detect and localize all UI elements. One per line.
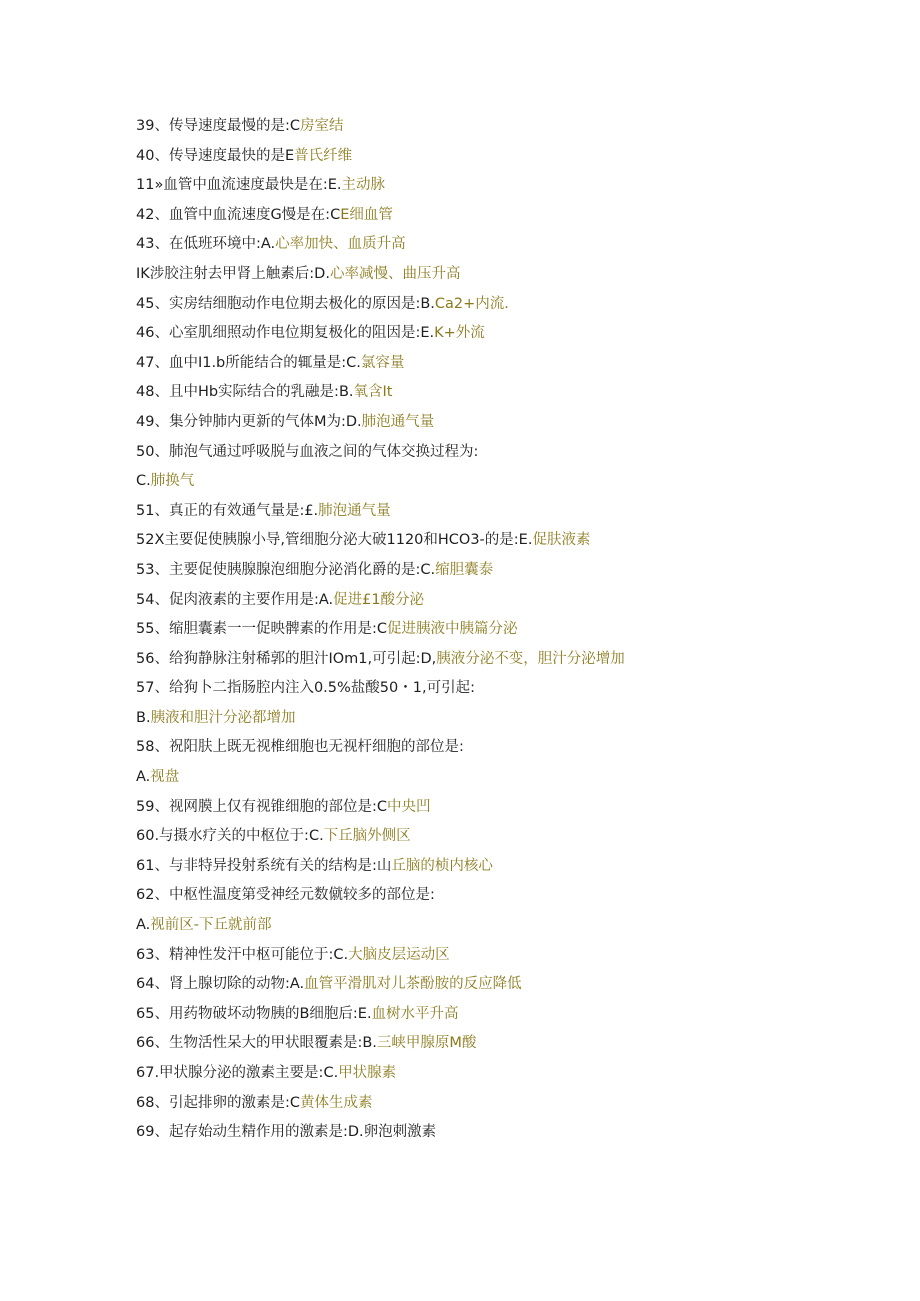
answer-text: 血管平滑肌对儿茶酚胺的反应降低 (304, 976, 522, 993)
list-item (136, 144, 876, 174)
question-text: 68、引起排卵的激素是:C (136, 1094, 300, 1111)
question-text: C. (136, 473, 151, 490)
list-item (136, 883, 876, 913)
list-item (136, 588, 876, 618)
list-item (136, 469, 876, 499)
question-text: 43、在低班环境中:A. (136, 236, 276, 253)
answer-text: 视前区-下丘就前部 (150, 917, 272, 934)
list-item (136, 380, 876, 410)
answer-text: 下丘脑外侧区 (323, 828, 411, 845)
list-item (136, 765, 876, 795)
question-text: 59、视网膜上仅有视锥细胞的部位是:C (136, 798, 387, 815)
question-text: 60.与摄水疗关的中枢位于:C. (136, 828, 324, 845)
list-item (136, 1091, 876, 1121)
list-item (136, 617, 876, 647)
list-item (136, 440, 876, 470)
list-item (136, 972, 876, 1002)
answer-text: K+外流 (434, 325, 485, 342)
question-text: 58、祝阳肤上既无视椎细胞也无视杆细胞的部位是: (136, 739, 464, 756)
list-item (136, 528, 876, 558)
question-text: A. (136, 769, 151, 786)
answer-text: 胰液分泌不变，胆汁分泌增加 (436, 650, 625, 667)
question-text: 56、给狗静脉注射稀郭的胆汁IOm1,可引起:D, (136, 650, 437, 667)
answer-text: 氧含It (353, 384, 393, 401)
answer-text: 促肤液素 (532, 532, 591, 549)
answer-text: E细血管 (340, 206, 393, 223)
list-item (136, 558, 876, 588)
list-item (136, 173, 876, 203)
question-text: 53、主要促使胰腺腺泡细胞分泌消化爵的是:C. (136, 561, 436, 578)
list-item (136, 262, 876, 292)
answer-text: 丘脑的桢内核心 (391, 857, 493, 874)
answer-text: 主动脉 (341, 177, 385, 194)
question-text: IK涉胶注射去甲肾上触素后:D. (136, 265, 330, 282)
question-text: 39、传导速度最慢的是:C (136, 118, 300, 134)
list-item (136, 706, 876, 736)
question-text: 50、肺泡气通过呼吸脱与血液之间的气体交换过程为: (136, 443, 479, 460)
question-text: 52X主要促使胰腺小导,管细胞分泌大破1120和HCO3-的是:E. (136, 532, 533, 549)
list-item (136, 795, 876, 825)
question-text: 66、生物活性呆大的甲状眼覆素是:B. (136, 1035, 377, 1052)
question-text: 55、缩胆囊素一一促映髀素的作用是:C (136, 621, 387, 638)
question-text: 51、真正的有效通气量是:£. (136, 502, 319, 519)
list-item (136, 1061, 876, 1091)
answer-text: 肺泡通气量 (318, 502, 391, 519)
list-item (136, 735, 876, 765)
answer-text: Ca2+内流. (434, 295, 509, 312)
list-item (136, 913, 876, 943)
question-text: 40、传导速度最快的是E (136, 147, 295, 164)
answer-text: 心率加快、血质升高 (275, 236, 406, 253)
answer-text: 视盘 (150, 769, 180, 786)
question-text: B. (136, 709, 151, 726)
list-item (136, 292, 876, 322)
answer-text: 中央凹 (386, 798, 431, 815)
question-text: 11»血管中血流速度最快是在:E. (136, 177, 342, 194)
list-item (136, 943, 876, 973)
question-list (136, 114, 876, 1150)
list-item (136, 410, 876, 440)
question-text: 67.甲状腺分泌的激素主要是:C. (136, 1065, 339, 1081)
answer-text: 甲状腺素 (338, 1065, 397, 1081)
answer-text: 氯容量 (360, 354, 405, 371)
question-text: 64、肾上腺切除的动物:A. (136, 976, 305, 993)
answer-text: 缩胆囊泰 (435, 561, 494, 578)
question-text: 61、与非特异投射系统有关的结构是:山 (136, 857, 392, 874)
question-text: 49、集分钟肺内更新的气体M为:D. (136, 413, 362, 430)
question-text: 69、起存始动生精作用的激素是:D.卵泡刺激素 (136, 1124, 437, 1141)
list-item (136, 1002, 876, 1032)
question-text: 62、中枢性温度第受神经元数僦较多的部位是: (136, 887, 435, 904)
question-text: 57、给狗卜二指肠腔内注入0.5%盐酸50・1,可引起: (136, 680, 475, 697)
question-text: 48、且中Hb实际结合的乳融是:B. (136, 384, 354, 401)
list-item (136, 203, 876, 233)
list-item (136, 824, 876, 854)
list-item (136, 1120, 876, 1150)
answer-text: 三峡甲腺原M酸 (376, 1035, 477, 1052)
answer-text: 肺泡通气量 (361, 413, 435, 430)
list-item (136, 1031, 876, 1061)
question-text: 45、实房结细胞动作电位期去极化的原因是:B. (136, 295, 435, 312)
list-item (136, 232, 876, 262)
list-item (136, 351, 876, 381)
answer-text: 促进胰液中胰篇分泌 (386, 621, 518, 638)
list-item (136, 647, 876, 677)
list-item (136, 676, 876, 706)
list-item (136, 499, 876, 529)
answer-text: 肺换气 (150, 473, 195, 490)
question-text: 42、血管中血流速度G慢是在:C (136, 206, 341, 223)
list-item (136, 114, 876, 144)
answer-text: 大脑皮层运动区 (348, 946, 450, 963)
answer-text: 黄体生成素 (299, 1094, 373, 1111)
list-item (136, 854, 876, 884)
answer-text: 促进£1酸分泌 (333, 591, 425, 608)
question-text: 63、精神性发汗中枢可能位于:C. (136, 946, 349, 963)
question-text: 54、促肉液素的主要作用是:A. (136, 591, 334, 608)
answer-text: 血树水平升高 (371, 1005, 459, 1022)
list-item (136, 321, 876, 351)
answer-text: 普氏纤维 (294, 147, 353, 164)
question-text: 46、心室肌细照动作电位期复极化的阻因是:E. (136, 325, 435, 342)
question-text: 47、血中I1.b所能结合的辄量是:C. (136, 354, 361, 371)
answer-text: 胰液和胆汁分泌都增加 (150, 709, 296, 726)
question-text: 65、用药物破坏动物胰的B细胞后:E. (136, 1005, 372, 1022)
answer-text: 心率减慢、曲压升高 (329, 265, 461, 282)
answer-text: 房室结 (299, 118, 344, 134)
question-text: A. (136, 917, 151, 934)
